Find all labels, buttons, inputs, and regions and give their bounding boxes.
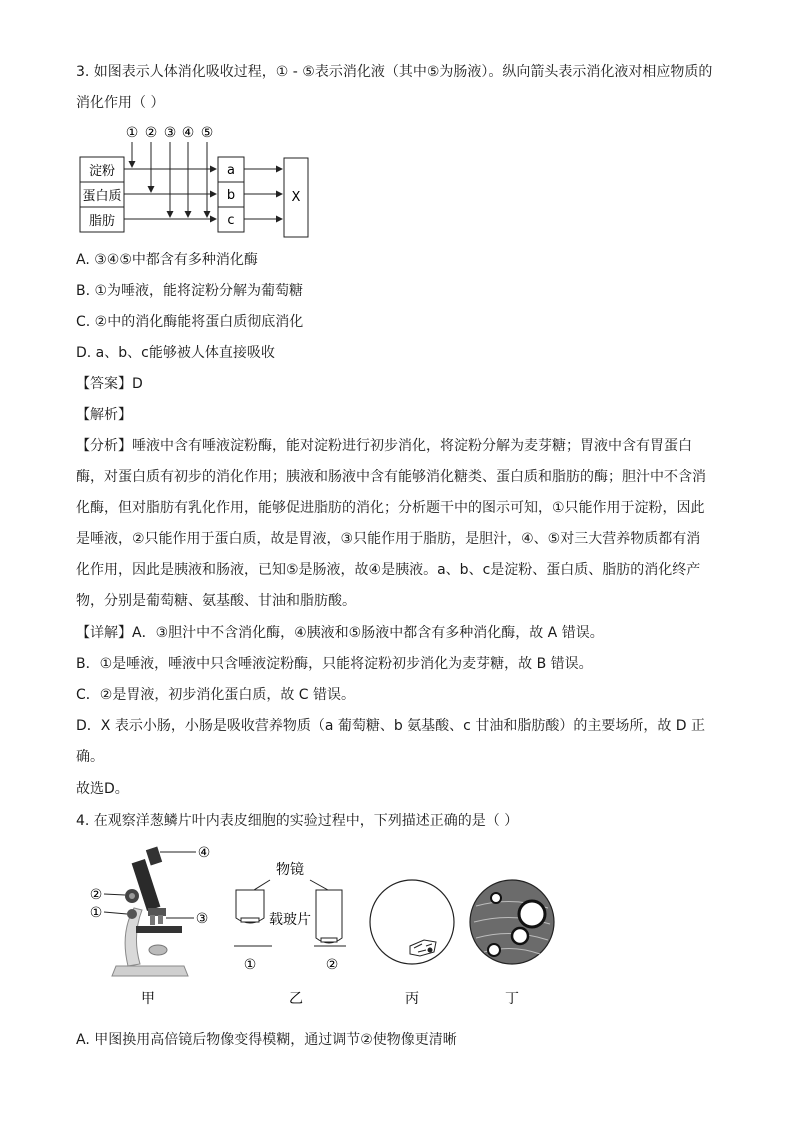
- q3-answer: 【答案】D: [76, 376, 143, 392]
- digestion-diagram: [76, 120, 346, 245]
- product-a: a: [227, 163, 235, 178]
- q3-stem-line2: 消化作用（ ）: [76, 95, 165, 111]
- detail-line: B．①是唾液，唾液中只含唾液淀粉酶，只能将淀粉初步消化为麦芽糖，故 B 错误。: [76, 656, 593, 672]
- analysis-line: 化作用，因此是胰液和肠液，已知⑤是肠液，故④是胰液。a、b、c是淀粉、蛋白质、脂肪的消化终产: [76, 562, 701, 578]
- slide-label: 载玻片: [269, 912, 311, 928]
- yi-label-1: ①: [243, 957, 257, 973]
- q3-option-d: D. a、b、c能够被人体直接吸收: [76, 345, 275, 361]
- field-view-bing: [370, 880, 454, 1007]
- diagram-label-2: ②: [144, 125, 158, 141]
- nutrient-starch: 淀粉: [88, 164, 116, 179]
- caption-bing: 丙: [405, 991, 419, 1007]
- q3-option-b: B. ①为唾液，能将淀粉分解为葡萄糖: [76, 283, 304, 299]
- analysis-line: 酶，对蛋白质有初步的消化作用；胰液和肠液中含有能够消化糖类、蛋白质和脂肪的酶；胆汁中不含消: [76, 469, 706, 485]
- objective-label: 物镜: [276, 862, 304, 878]
- detail-line: C．②是胃液，初步消化蛋白质，故 C 错误。: [76, 687, 356, 703]
- diagram-label-4: ④: [181, 125, 195, 141]
- q4-figures: [76, 838, 556, 1013]
- q4-stem: 4. 在观察洋葱鳞片叶内表皮细胞的实验过程中，下列描述正确的是（ ）: [76, 813, 519, 829]
- nutrient-fat: 脂肪: [88, 214, 116, 229]
- diagram-label-3: ③: [163, 125, 177, 141]
- microscope-figure: [90, 845, 211, 1007]
- nutrient-protein: 蛋白质: [82, 189, 122, 204]
- analysis-line: 物，分别是葡萄糖、氨基酸、甘油和脂肪酸。: [76, 593, 356, 609]
- jia-label-4: ④: [197, 845, 211, 861]
- diagram-label-5: ⑤: [200, 125, 214, 141]
- detail-line: D．X 表示小肠，小肠是吸收营养物质（a 葡萄糖、b 氨基酸、c 甘油和脂肪酸）的主要场所，故 D 正: [76, 718, 706, 734]
- diagram-label-1: ①: [125, 125, 139, 141]
- detail-line: 确。: [76, 749, 104, 765]
- objective-figure: [234, 861, 346, 1007]
- analysis-line: 化酶，但对脂肪有乳化作用，能够促进脂肪的消化；分析题干中的图示可知，①只能作用于淀粉，因此: [76, 500, 705, 516]
- q3-option-c: C. ②中的消化酶能将蛋白质彻底消化: [76, 314, 304, 330]
- detail-line: 故选D。: [76, 781, 129, 797]
- analysis-line: 是唾液，②只能作用于蛋白质，故是胃液，③只能作用于脂肪，是胆汁，④、⑤对三大营养物质都有消: [76, 531, 701, 547]
- detail-line: 【详解】A．③胆汁中不含消化酶，④胰液和⑤肠液中都含有多种消化酶，故 A 错误。: [76, 625, 604, 641]
- q3-stem-line1: 3. 如图表示人体消化吸收过程，① - ⑤表示消化液（其中⑤为肠液）。纵向箭头表示消化液对相应物质的: [76, 64, 713, 80]
- q4-option-a: A. 甲图换用高倍镜后物像变得模糊，通过调节②使物像更清晰: [76, 1032, 457, 1048]
- caption-jia: 甲: [141, 991, 155, 1007]
- analysis-line: 【分析】唾液中含有唾液淀粉酶，能对淀粉进行初步消化，将淀粉分解为麦芽糖；胃液中含有胃蛋白: [76, 438, 692, 454]
- product-c: c: [227, 213, 235, 228]
- yi-label-2: ②: [325, 957, 339, 973]
- caption-ding: 丁: [505, 991, 519, 1007]
- q3-option-a: A. ③④⑤中都含有多种消化酶: [76, 252, 258, 268]
- product-b: b: [226, 188, 236, 203]
- jia-label-1: ①: [89, 905, 103, 921]
- jia-label-3: ③: [195, 911, 209, 927]
- jia-label-2: ②: [89, 887, 103, 903]
- caption-yi: 乙: [289, 991, 303, 1007]
- target-x: X: [291, 190, 301, 205]
- field-view-ding: [470, 880, 554, 1007]
- q3-analysis-title: 【解析】: [76, 407, 132, 423]
